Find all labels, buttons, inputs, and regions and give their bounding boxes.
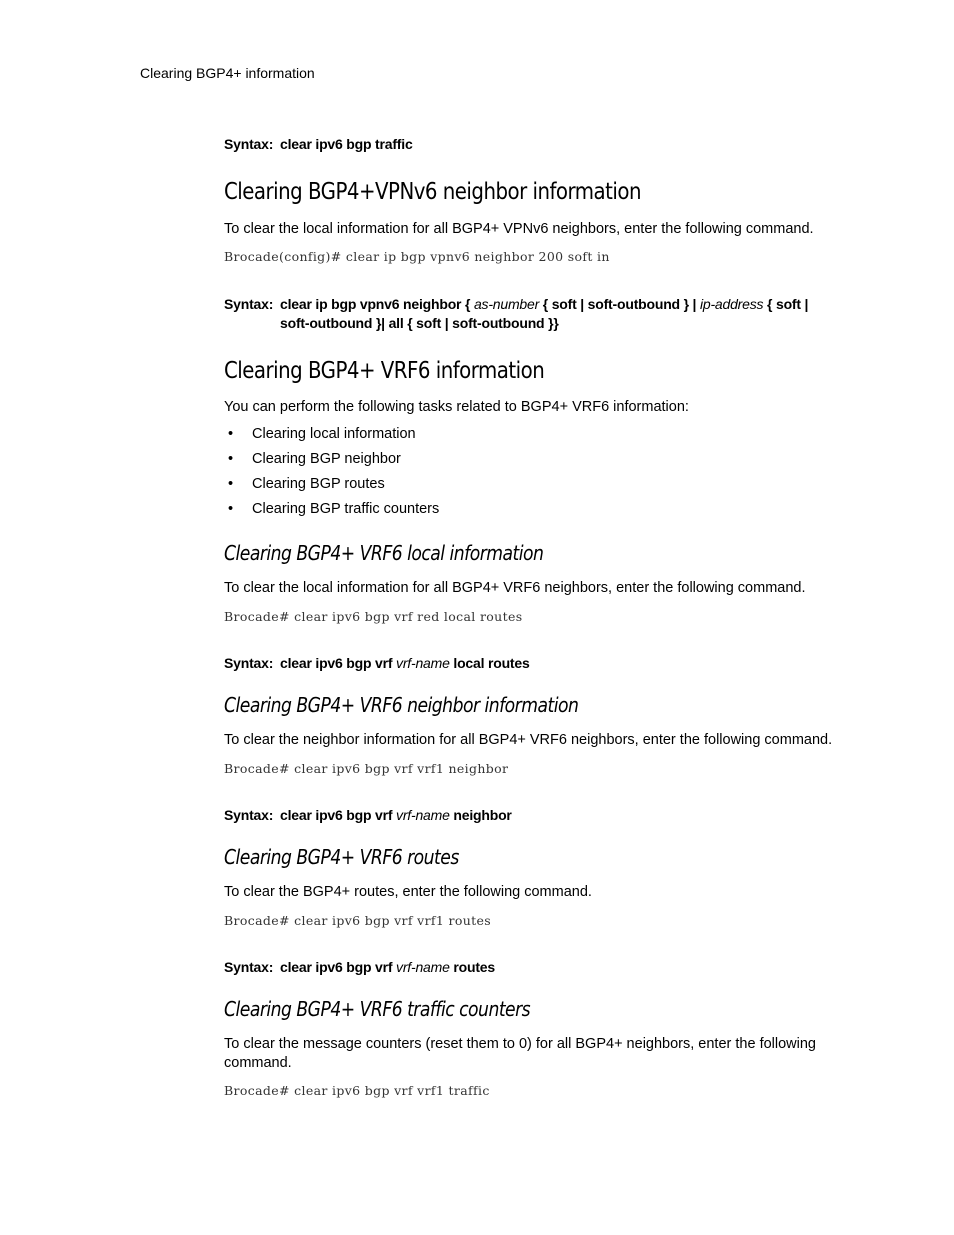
- list-item-text: Clearing BGP neighbor: [252, 451, 401, 467]
- code-local: Brocade# clear ipv6 bgp vrf red local routes: [224, 609, 523, 624]
- list-item-text: Clearing BGP traffic counters: [252, 501, 440, 517]
- list-item-text: Clearing local information: [252, 426, 416, 442]
- list-item: [224, 476, 385, 492]
- syntax-part: clear ipv6 bgp vrf: [280, 959, 393, 975]
- syntax-label: Syntax:: [224, 136, 274, 152]
- syntax-part: clear ip bgp vpnv6 neighbor {: [280, 296, 471, 312]
- syntax-command: clear ipv6 bgp traffic: [280, 136, 413, 152]
- syntax-part: local routes: [453, 655, 530, 671]
- subsection-title-traffic: Clearing BGP4+ VRF6 traffic counters: [224, 997, 531, 1021]
- syntax-param: vrf-name: [396, 807, 450, 823]
- code-vpnv6: Brocade(config)# clear ip bgp vpnv6 neighbor 200 soft in: [224, 249, 610, 264]
- syntax-label: Syntax:: [224, 296, 274, 312]
- vrf6-intro: You can perform the following tasks related to BGP4+ VRF6 information:: [224, 399, 689, 415]
- traffic-intro: To clear the message counters (reset them to 0) for all BGP4+ neighbors, enter the following command.: [224, 1036, 816, 1071]
- syntax-label: Syntax:: [224, 655, 274, 671]
- routes-intro: To clear the BGP4+ routes, enter the following command.: [224, 884, 592, 900]
- syntax-label: Syntax:: [224, 807, 274, 823]
- subsection-title-neighbor: Clearing BGP4+ VRF6 neighbor information: [224, 693, 579, 717]
- syntax-part: { soft | soft-outbound } |: [542, 296, 697, 312]
- list-item-text: Clearing BGP routes: [252, 476, 385, 492]
- section-title-vpnv6: Clearing BGP4+VPNv6 neighbor information: [224, 179, 641, 205]
- syntax-vpnv6: [224, 295, 848, 333]
- syntax-routes: [224, 958, 495, 977]
- syntax-param: as-number: [473, 296, 540, 312]
- syntax-traffic: [224, 135, 413, 154]
- code-routes: Brocade# clear ipv6 bgp vrf vrf1 routes: [224, 913, 492, 928]
- syntax-continuation: soft-outbound }| all { soft | soft-outbound }}: [280, 315, 559, 331]
- code-neighbor: Brocade# clear ipv6 bgp vrf vrf1 neighbor: [224, 761, 509, 776]
- local-intro: To clear the local information for all BGP4+ VRF6 neighbors, enter the following command.: [224, 580, 806, 596]
- list-item: [224, 426, 416, 442]
- section-title-vrf6: Clearing BGP4+ VRF6 information: [224, 358, 545, 384]
- syntax-part: neighbor: [453, 807, 512, 823]
- bullet-icon: •: [228, 476, 234, 492]
- syntax-param: ip-address: [699, 296, 764, 312]
- neighbor-intro: To clear the neighbor information for all BGP4+ VRF6 neighbors, enter the following command.: [224, 732, 833, 748]
- bullet-icon: •: [228, 451, 234, 467]
- bullet-icon: •: [228, 426, 234, 442]
- vpnv6-intro: To clear the local information for all BGP4+ VPNv6 neighbors, enter the following command.: [224, 221, 814, 237]
- syntax-neighbor: [224, 806, 512, 825]
- syntax-part: routes: [453, 959, 495, 975]
- bullet-icon: •: [228, 501, 234, 517]
- syntax-label: Syntax:: [224, 959, 274, 975]
- syntax-param: vrf-name: [396, 655, 450, 671]
- syntax-part: clear ipv6 bgp vrf: [280, 655, 393, 671]
- list-item: [224, 451, 401, 467]
- subsection-title-routes: Clearing BGP4+ VRF6 routes: [224, 845, 459, 869]
- code-traffic: Brocade# clear ipv6 bgp vrf vrf1 traffic: [224, 1083, 490, 1098]
- subsection-title-local: Clearing BGP4+ VRF6 local information: [224, 541, 544, 565]
- syntax-param: vrf-name: [396, 959, 450, 975]
- syntax-local: [224, 654, 530, 673]
- list-item: [224, 501, 439, 517]
- syntax-part: clear ipv6 bgp vrf: [280, 807, 393, 823]
- syntax-part: { soft |: [767, 296, 809, 312]
- running-head: Clearing BGP4+ information: [140, 65, 315, 81]
